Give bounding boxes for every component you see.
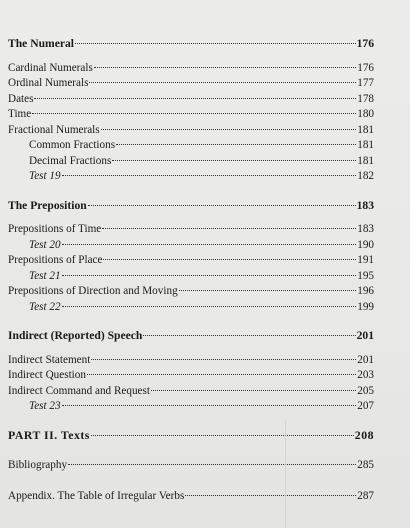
toc-entry-title: Bibliography [8, 459, 68, 471]
dot-leader [62, 274, 357, 276]
dot-leader [62, 305, 357, 307]
toc-entry-title: Test 20 [29, 238, 61, 251]
toc-entry-title: Common Fractions [29, 139, 116, 151]
toc-page-number: 199 [357, 300, 374, 313]
dot-leader [143, 334, 355, 336]
toc-page-number: 181 [357, 123, 374, 136]
toc-entry-title: Indirect Statement [8, 353, 91, 366]
toc-page-number: 285 [357, 459, 374, 471]
toc-page-number: 182 [357, 170, 374, 182]
toc-spacer [8, 315, 374, 328]
toc-entry-title: Cardinal Numerals [8, 61, 93, 74]
toc-entry-title: The Preposition [8, 198, 87, 212]
dot-leader [62, 174, 357, 176]
dot-leader [103, 258, 356, 260]
toc-page-number: 203 [357, 369, 374, 381]
dot-leader [87, 373, 356, 375]
toc-page-number: 190 [357, 238, 374, 251]
dot-leader [32, 112, 356, 114]
toc-entry-title: Indirect Command and Request [8, 384, 150, 397]
toc-subentry [8, 138, 374, 154]
dot-leader [116, 143, 356, 145]
toc-page-number: 201 [356, 329, 374, 342]
toc-entry [8, 107, 374, 123]
toc-entry-title: Test 22 [29, 300, 61, 313]
toc-section-heading [8, 198, 374, 214]
toc-entry [8, 284, 374, 300]
toc-entry-title: Dates [8, 92, 34, 105]
toc-entry-title: Prepositions of Time [8, 223, 102, 235]
toc-page-number: 176 [356, 37, 374, 50]
toc-subentry [8, 154, 374, 170]
dot-leader [75, 42, 356, 44]
toc-spacer [8, 213, 374, 222]
toc-page-number: 180 [357, 108, 374, 120]
toc-page-number: 183 [356, 198, 374, 212]
toc-test-entry [8, 399, 374, 415]
toc-entry-title: Decimal Fractions [29, 154, 112, 167]
dot-leader [62, 243, 357, 245]
dot-leader [88, 204, 356, 206]
toc-entry [8, 253, 374, 269]
toc-page-number: 181 [357, 139, 374, 151]
toc-spacer [8, 52, 374, 61]
bleed-through-shadow [285, 420, 366, 528]
toc-section-heading [8, 36, 374, 52]
toc-page-number: 205 [357, 384, 374, 397]
toc-entry-title: Indirect Question [8, 369, 86, 381]
dot-leader [89, 81, 356, 83]
toc-entry [8, 384, 374, 400]
toc-section-heading [8, 328, 374, 344]
toc-page-number: 176 [357, 61, 374, 74]
toc-entry-title: Fractional Numerals [8, 123, 100, 136]
toc-entry [8, 76, 374, 92]
toc-entry-title: Indirect (Reported) Speech [8, 329, 143, 342]
toc-test-entry [8, 300, 374, 316]
toc-entry-title: The Numeral [8, 37, 75, 50]
toc-entry-title: Prepositions of Place [8, 254, 103, 266]
toc-spacer [8, 344, 374, 353]
toc-page-number: 183 [357, 223, 374, 235]
toc-entry-title: Test 19 [29, 170, 61, 182]
toc-page-number: 178 [357, 92, 374, 105]
dot-leader [102, 227, 356, 229]
toc-page-number: 181 [357, 154, 374, 167]
toc-page-number: 201 [357, 353, 374, 366]
dot-leader [91, 358, 356, 360]
dot-leader [179, 289, 357, 291]
toc-entry [8, 123, 374, 139]
toc-test-entry [8, 269, 374, 285]
toc-entry [8, 353, 374, 369]
toc-entry [8, 222, 374, 238]
dot-leader [62, 404, 357, 406]
dot-leader [101, 128, 357, 130]
toc-page-number: 196 [357, 285, 374, 297]
toc-spacer [8, 185, 374, 198]
toc-entry [8, 368, 374, 384]
toc-entry-title: Ordinal Numerals [8, 77, 89, 89]
dot-leader [34, 97, 356, 99]
toc-page-number: 207 [357, 400, 374, 412]
toc-page-number: 195 [357, 269, 374, 282]
toc-test-entry [8, 238, 374, 254]
toc-entry [8, 61, 374, 77]
dot-leader [112, 159, 356, 161]
toc-entry-title: Test 23 [29, 400, 61, 412]
toc-page-number: 287 [357, 489, 374, 502]
dot-leader [151, 389, 356, 391]
toc-page-number: 191 [357, 254, 374, 266]
toc-entry-title: Time [8, 108, 32, 120]
toc-page-number: 208 [354, 427, 374, 442]
toc-test-entry [8, 169, 374, 185]
toc-entry-title: Prepositions of Direction and Moving [8, 285, 178, 297]
toc-entry-title: PART II. Texts [8, 427, 90, 442]
toc-page-number: 177 [357, 77, 374, 89]
dot-leader [94, 66, 356, 68]
toc-entry-title: Test 21 [29, 269, 61, 282]
toc-entry [8, 92, 374, 108]
toc-entry-title: Appendix. The Table of Irregular Verbs [8, 489, 185, 502]
